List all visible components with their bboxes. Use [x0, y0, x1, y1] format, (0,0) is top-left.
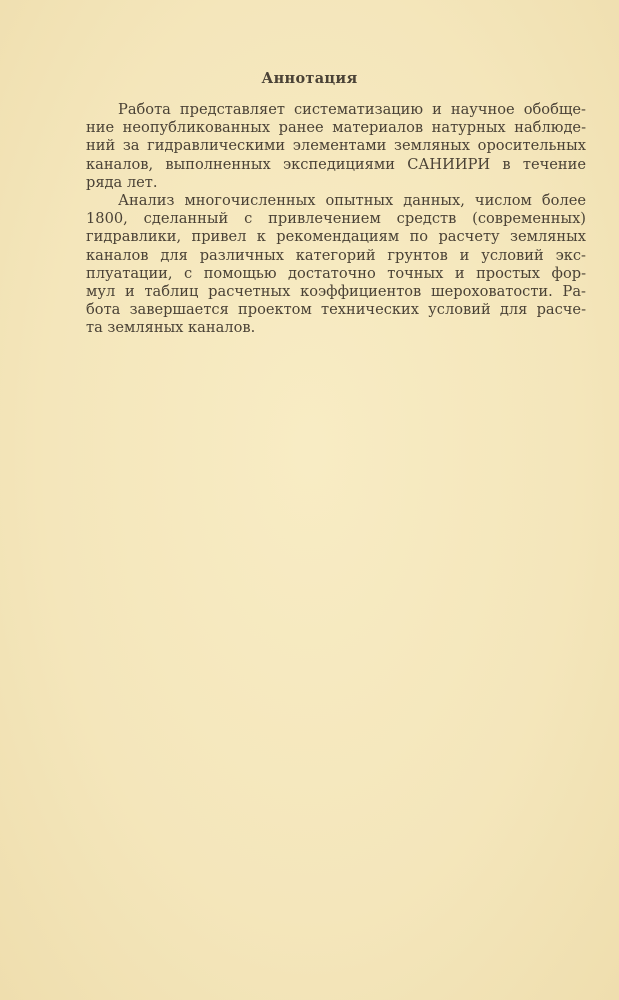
- text-line: гидравлики, привел к рекомендациям по расчету земляных: [86, 228, 586, 246]
- text-line: плуатации, с помощью достаточно точных и простых фор-: [86, 264, 586, 282]
- text-line: ний за гидравлическими элементами земляных оросительных: [86, 137, 586, 155]
- paragraph-1: [86, 101, 586, 192]
- text-line: каналов, выполненных экспедициями САНИИРИ в течение: [86, 155, 586, 173]
- text-line: 1800, сделанный с привлечением средств (современных): [86, 210, 586, 228]
- text-line: каналов для различных категорий грунтов и условий экс-: [86, 246, 586, 264]
- text-line: мул и таблиц расчетных коэффициентов шероховатости. Ра-: [86, 282, 586, 300]
- text-line: бота завершается проектом технических условий для расче-: [86, 301, 586, 319]
- text-line: Работа представляет систематизацию и научное обобще-: [118, 101, 586, 118]
- text-line: Анализ многочисленных опытных данных, числом более: [118, 192, 586, 209]
- text-line: ряда лет.: [86, 173, 158, 191]
- text-line: ние неопубликованных ранее материалов натурных наблюде-: [86, 119, 586, 137]
- paragraph-2: [86, 192, 586, 338]
- text-line: та земляных каналов.: [86, 319, 256, 337]
- page-title: Аннотация: [261, 70, 358, 87]
